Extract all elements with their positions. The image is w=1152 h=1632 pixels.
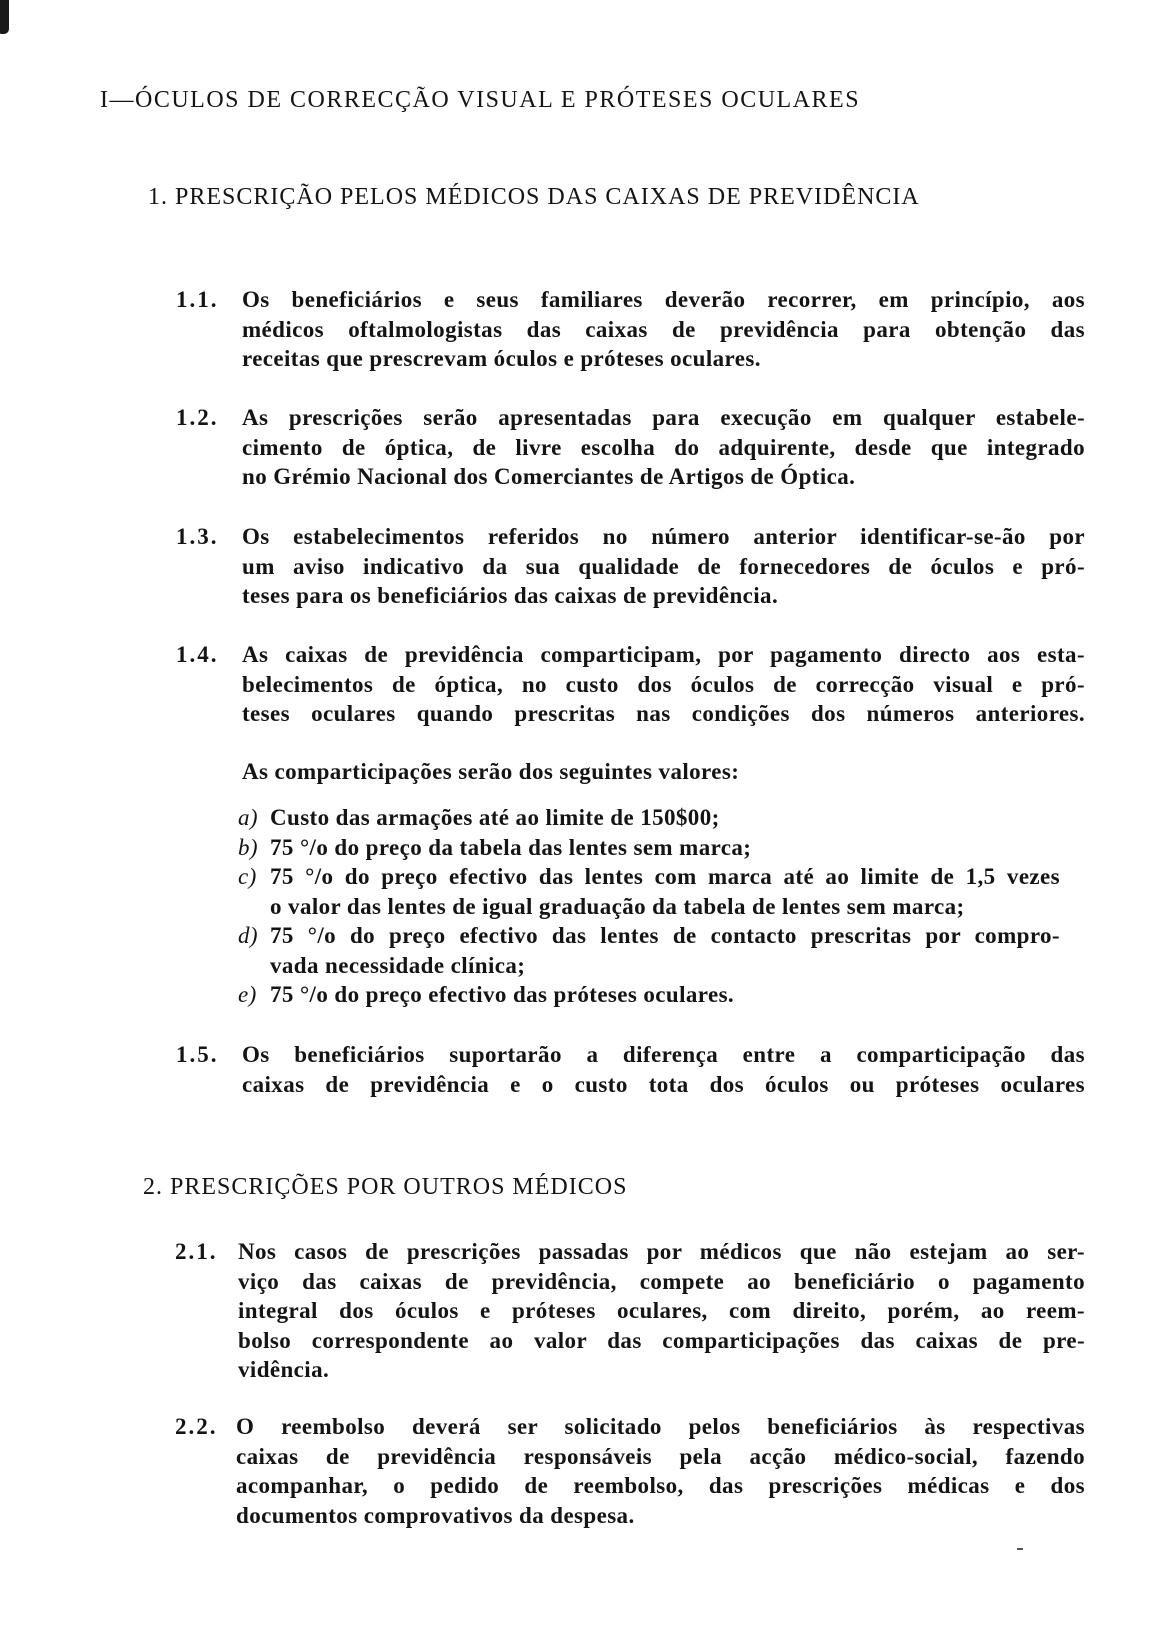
list-line: 75 °/o do preço da tabela das lentes sem marca; <box>270 834 752 860</box>
list-item-b <box>238 833 1060 863</box>
document-title: I—ÓCULOS DE CORRECÇÃO VISUAL E PRÓTESES OCULARES <box>100 87 861 113</box>
paragraph-line: integral dos óculos e próteses oculares, com direito, porém, ao reem- <box>238 1298 1085 1323</box>
list-line: o valor das lentes de igual graduação da tabela de lentes sem marca; <box>270 893 965 919</box>
list-text <box>270 980 1060 1010</box>
list-item-c <box>238 862 1060 921</box>
paragraph-1-4 <box>242 640 1085 729</box>
scan-mark <box>0 0 9 34</box>
list-line: 75 °/o do preço efectivo das lentes de contacto prescritas por compro- <box>270 923 1060 948</box>
paragraph-line: Os estabelecimentos referidos no número anterior identificar-se-ão por <box>242 524 1085 549</box>
paragraph-1-5 <box>242 1040 1085 1099</box>
paragraph-line: caixas de previdência responsáveis pela acção médico-social, fazendo <box>236 1443 1085 1469</box>
paragraph-1-1 <box>242 285 1085 374</box>
list-line: Custo das armações até ao limite de 150$00; <box>270 805 720 830</box>
item-number: 1.5. <box>176 1042 219 1067</box>
list-line: vada necessidade clínica; <box>270 952 526 978</box>
list-label: b) <box>238 834 258 860</box>
item-number: 2.1. <box>175 1239 218 1264</box>
list-line: 75 °/o do preço efectivo das próteses oculares. <box>270 982 735 1007</box>
paragraph-line: receitas que prescrevam óculos e próteses oculares. <box>242 346 761 371</box>
item-number: 2.2. <box>175 1414 218 1439</box>
paragraph-line: cimento de óptica, de livre escolha do adquirente, desde que integrado <box>242 434 1085 460</box>
item-number: 1.2. <box>176 405 219 430</box>
list-text <box>270 833 1060 863</box>
paragraph-line: documentos comprovativos da despesa. <box>236 1502 635 1528</box>
list-intro <box>242 757 1085 787</box>
comparticipation-list <box>238 803 1060 1010</box>
item-number: 1.3. <box>176 524 219 549</box>
paragraph-1-3 <box>242 522 1085 611</box>
paragraph-line: Os beneficiários suportarão a diferença entre a comparticipação das <box>242 1042 1085 1067</box>
paragraph-2-2 <box>236 1412 1085 1530</box>
paragraph-line: vidência. <box>238 1357 330 1382</box>
scan-speck <box>1017 1548 1023 1550</box>
section-heading-1: 1. PRESCRIÇÃO PELOS MÉDICOS DAS CAIXAS DE PREVIDÊNCIA <box>148 184 920 210</box>
paragraph-line: O reembolso deverá ser solicitado pelos beneficiários às respectivas <box>236 1414 1085 1439</box>
list-item-e <box>238 980 1060 1010</box>
paragraph-line: teses para os beneficiários das caixas de previdência. <box>242 583 779 608</box>
paragraph-line: Nos casos de prescrições passadas por médicos que não estejam ao ser- <box>238 1239 1085 1264</box>
paragraph-line: viço das caixas de previdência, compete ao beneficiário o pagamento <box>238 1268 1085 1294</box>
list-label: c) <box>238 864 257 889</box>
list-label: e) <box>238 982 257 1007</box>
item-number: 1.4. <box>176 642 219 667</box>
list-item-d <box>238 921 1060 980</box>
paragraph-line: As prescrições serão apresentadas para execução em qualquer estabele- <box>242 405 1085 430</box>
list-text <box>270 921 1060 980</box>
list-item-a <box>238 803 1060 833</box>
paragraph-2-1 <box>238 1237 1085 1385</box>
paragraph-line: acompanhar, o pedido de reembolso, das prescrições médicas e dos <box>236 1473 1085 1498</box>
paragraph-line: um aviso indicativo da sua qualidade de fornecedores de óculos e pró- <box>242 553 1085 579</box>
paragraph-line: no Grémio Nacional dos Comerciantes de Artigos de Óptica. <box>242 464 856 489</box>
paragraph-line: caixas de previdência e o custo tota dos óculos ou próteses oculares <box>242 1071 1085 1097</box>
list-text <box>270 803 1060 833</box>
paragraph-line: Os beneficiários e seus familiares deverão recorrer, em princípio, aos <box>242 287 1085 312</box>
paragraph-line: médicos oftalmologistas das caixas de previdência para obtenção das <box>242 316 1085 342</box>
paragraph-1-2 <box>242 403 1085 492</box>
list-text <box>270 862 1060 921</box>
list-label: a) <box>238 805 258 830</box>
list-line: 75 °/o do preço efectivo das lentes com marca até ao limite de 1,5 vezes <box>270 864 1060 889</box>
paragraph-line: belecimentos de óptica, no custo dos óculos de correcção visual e pró- <box>242 671 1085 697</box>
paragraph-line: teses oculares quando prescritas nas condições dos números anteriores. <box>242 701 1085 726</box>
section-heading-2: 2. PRESCRIÇÕES POR OUTROS MÉDICOS <box>143 1174 628 1200</box>
list-intro-text: As comparticipações serão dos seguintes valores: <box>242 759 740 784</box>
list-label: d) <box>238 923 258 948</box>
paragraph-line: bolso correspondente ao valor das comparticipações das caixas de pre- <box>238 1327 1085 1353</box>
paragraph-line: As caixas de previdência comparticipam, por pagamento directo aos esta- <box>242 642 1085 667</box>
item-number: 1.1. <box>176 287 219 312</box>
